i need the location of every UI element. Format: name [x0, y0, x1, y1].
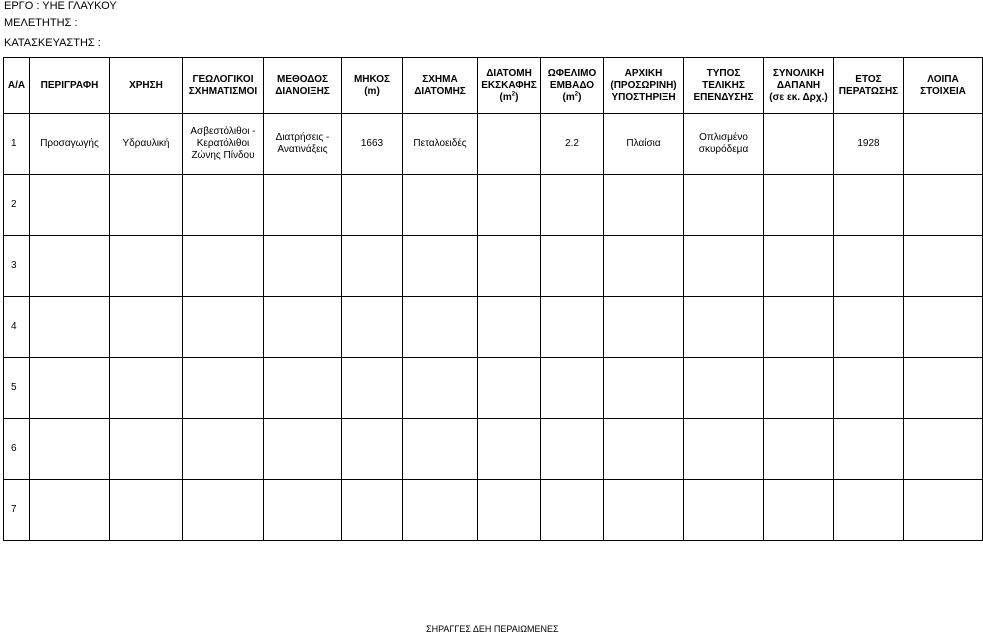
cell-aa: 5 — [4, 358, 30, 419]
col-completion-year: ΕΤΟΣ ΠΕΡΑΤΩΣΗΣ — [834, 58, 904, 114]
cell-aa: 1 — [4, 114, 30, 175]
col-total-cost: ΣΥΝΟΛΙΚΗ ΔΑΠΑΝΗ (σε εκ. Δρχ.) — [764, 58, 834, 114]
cell-aa: 7 — [4, 480, 30, 541]
cell-geology: Ασβεστόλιθοι - Κερατόλιθοι Ζώνης Πίνδου — [183, 114, 264, 175]
tunnels-table — [3, 57, 983, 541]
cell-shape: Πεταλοειδές — [403, 114, 478, 175]
table-row — [4, 236, 983, 297]
table-row — [4, 297, 983, 358]
cell-length: 1663 — [342, 114, 403, 175]
cell-total-cost — [764, 114, 834, 175]
col-initial-support: ΑΡΧΙΚΗ (ΠΡΟΣΩΡΙΝΗ) ΥΠΟΣΤΗΡΙΞΗ — [604, 58, 684, 114]
col-aa: Α/Α — [4, 58, 30, 114]
col-length: ΜΗΚΟΣ (m) — [342, 58, 403, 114]
col-description: ΠΕΡΙΓΡΑΦΗ — [30, 58, 110, 114]
cell-completion-year: 1928 — [834, 114, 904, 175]
col-geology: ΓΕΩΛΟΓΙΚΟΙ ΣΧΗΜΑΤΙΣΜΟΙ — [183, 58, 264, 114]
cell-aa: 4 — [4, 297, 30, 358]
cell-description: Προσαγωγής — [30, 114, 110, 175]
project-title: ΕΡΓΟ : ΥΗΕ ΓΛΑΥΚΟΥ — [4, 0, 117, 12]
constructor-label: ΚΑΤΑΣΚΕΥΑΣΤΗΣ : — [4, 37, 101, 49]
col-method: ΜΕΘΟΔΟΣ ΔΙΑΝΟΙΞΗΣ — [264, 58, 342, 114]
cell-final-lining: Οπλισμένο σκυρόδεμα — [684, 114, 764, 175]
col-excavation-area: ΔΙΑΤΟΜΗ ΕΚΣΚΑΦΗΣ $(m^2)$ — [478, 58, 541, 114]
designer-label: ΜΕΛΕΤΗΤΗΣ : — [4, 17, 78, 29]
cell-use: Υδραυλική — [110, 114, 183, 175]
table-row — [4, 480, 983, 541]
header-row — [4, 58, 983, 114]
col-use: ΧΡΗΣΗ — [110, 58, 183, 114]
cell-aa: 2 — [4, 175, 30, 236]
cell-aa: 3 — [4, 236, 30, 297]
table-row — [4, 175, 983, 236]
col-shape: ΣΧΗΜΑ ΔΙΑΤΟΜΗΣ — [403, 58, 478, 114]
col-final-lining: ΤΥΠΟΣ ΤΕΛΙΚΗΣ ΕΠΕΝΔΥΣΗΣ — [684, 58, 764, 114]
col-other: ΛΟΙΠΑ ΣΤΟΙΧΕΙΑ — [904, 58, 983, 114]
table-row — [4, 358, 983, 419]
cell-initial-support: Πλαίσια — [604, 114, 684, 175]
col-useful-area: ΩΦΕΛΙΜΟ ΕΜΒΑΔΟ $(m^2)$ — [541, 58, 604, 114]
cell-other — [904, 114, 983, 175]
footer-label: ΣΗΡΑΓΓΕΣ ΔΕΗ ΠΕΡΑΙΩΜΕΝΕΣ — [426, 624, 559, 634]
table-row — [4, 114, 983, 175]
cell-excavation-area — [478, 114, 541, 175]
cell-method: Διατρήσεις - Ανατινάξεις — [264, 114, 342, 175]
cell-useful-area: 2.2 — [541, 114, 604, 175]
cell-aa: 6 — [4, 419, 30, 480]
table-row — [4, 419, 983, 480]
